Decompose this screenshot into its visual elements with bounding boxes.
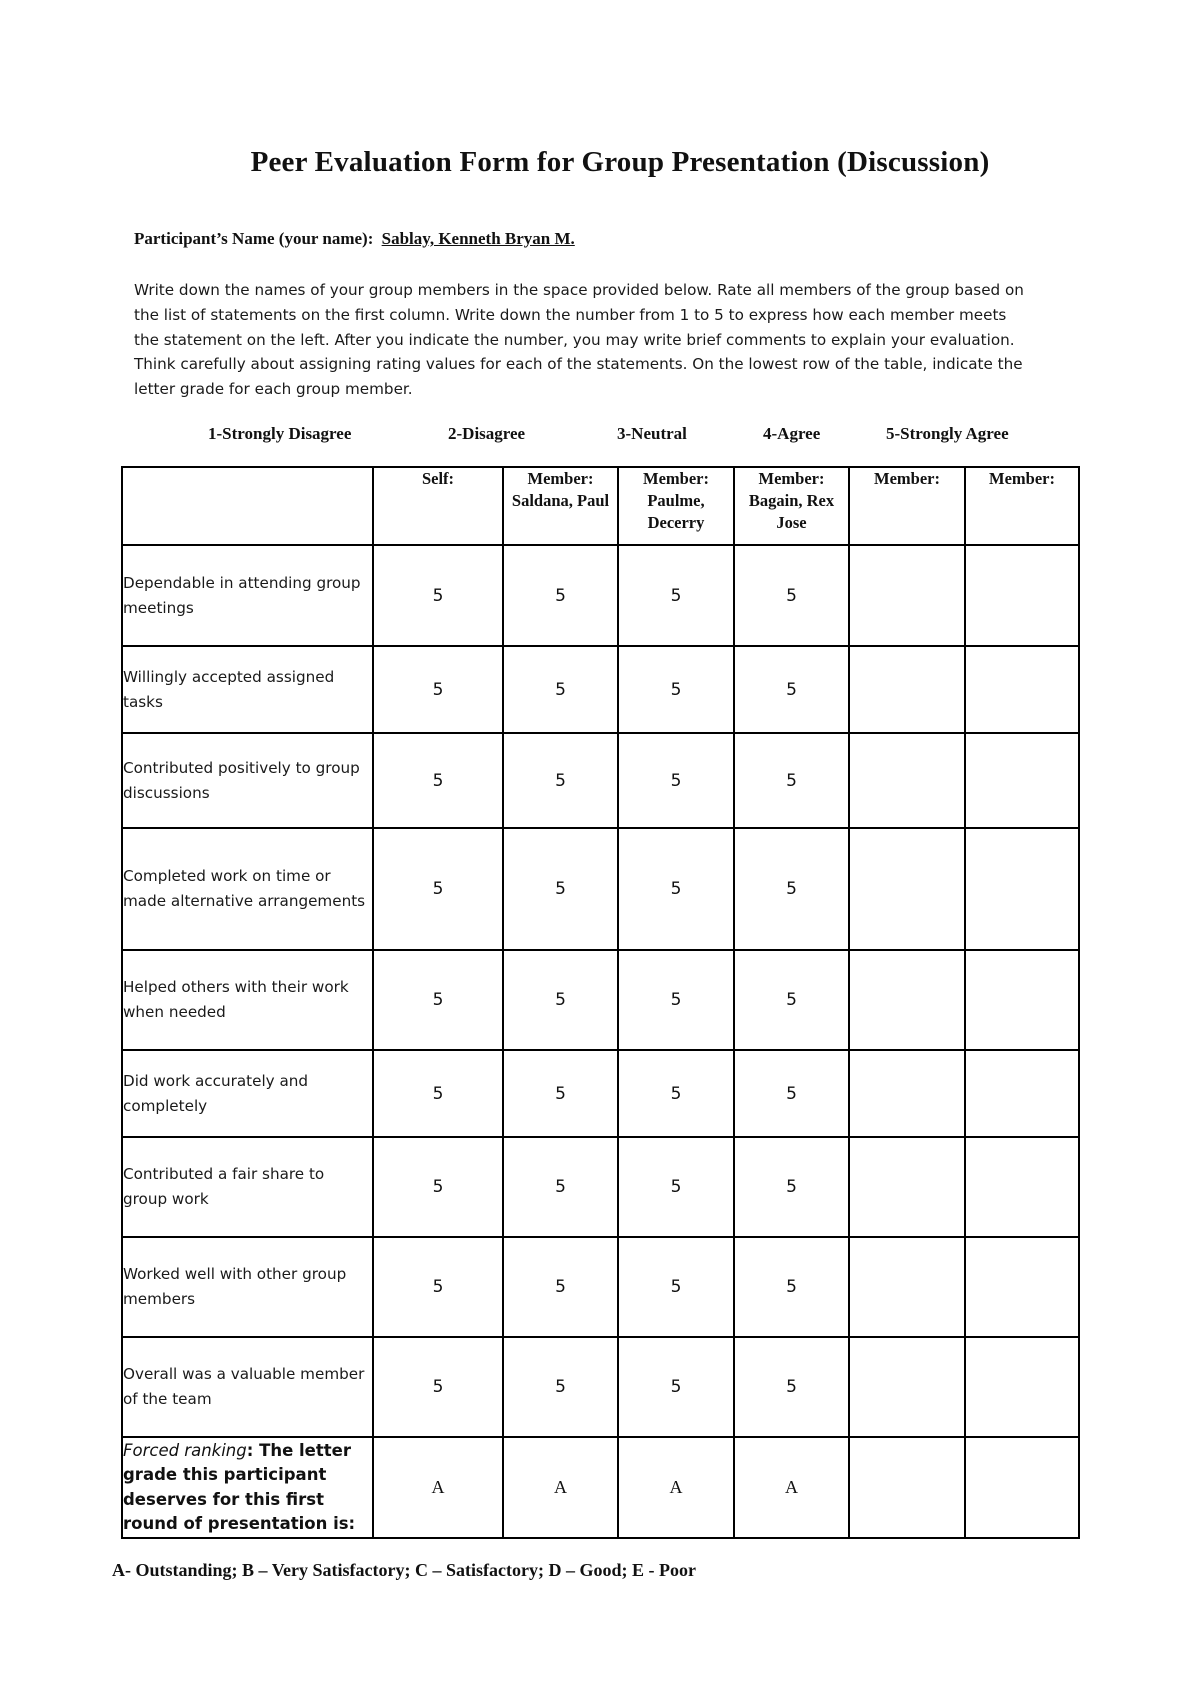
rating-cell [965, 646, 1079, 733]
forced-ranking-italic: Forced ranking [123, 1440, 247, 1460]
table-row [122, 646, 1079, 733]
header-row [122, 467, 1079, 545]
rating-cell: 5 [618, 646, 734, 733]
rating-cell: 5 [734, 545, 849, 646]
rating-cell [965, 1237, 1079, 1337]
evaluation-table [121, 466, 1080, 1539]
table-row [122, 1337, 1079, 1437]
header-member-4 [849, 467, 965, 545]
statement-cell: Dependable in attending group meetings [122, 545, 373, 646]
statement-cell: Did work accurately and completely [122, 1050, 373, 1137]
rating-cell: 5 [734, 950, 849, 1050]
rating-cell: 5 [503, 950, 618, 1050]
member-name: Saldana, Paul [511, 491, 610, 510]
rating-cell: 5 [618, 1137, 734, 1237]
table-row [122, 733, 1079, 828]
rating-cell [849, 646, 965, 733]
rating-cell [965, 950, 1079, 1050]
participant-line [134, 229, 575, 249]
rating-cell: 5 [618, 950, 734, 1050]
instructions-paragraph: Write down the names of your group members in the space provided below. Rate all members of the group based on the list of statements on the first column. Write down the number from 1 to 5 to express how each member meets the statement on the left. After you indicate the number, you may write brief comments to explain your evaluation. Think carefully about assigning rating values for each of the statements. On the lowest row of the table, indicate the letter grade for each group member. [134, 281, 1024, 399]
statement-cell: Completed work on time or made alternative arrangements [122, 828, 373, 950]
header-label: Member: [758, 469, 825, 488]
rating-cell: 5 [618, 733, 734, 828]
table-row [122, 1237, 1079, 1337]
form-title: Peer Evaluation Form for Group Presentation (Discussion) [250, 146, 990, 178]
rating-cell [849, 828, 965, 950]
table-row [122, 1137, 1079, 1237]
rating-cell: 5 [503, 646, 618, 733]
rating-cell: 5 [373, 545, 503, 646]
scale-item-3: 3-Neutral [617, 424, 687, 443]
rating-cell: 5 [373, 1137, 503, 1237]
rating-cell [965, 828, 1079, 950]
grade-cell [965, 1437, 1079, 1538]
grade-cell: A [503, 1437, 618, 1538]
rating-cell: 5 [734, 733, 849, 828]
header-label: Self: [421, 469, 455, 488]
rating-cell: 5 [503, 1050, 618, 1137]
table-row [122, 828, 1079, 950]
table-row [122, 950, 1079, 1050]
rating-cell [849, 1137, 965, 1237]
rating-cell: 5 [734, 1050, 849, 1137]
rating-cell [965, 545, 1079, 646]
header-member-2 [618, 467, 734, 545]
rating-cell [849, 733, 965, 828]
rating-cell [849, 1050, 965, 1137]
grade-cell: A [734, 1437, 849, 1538]
grade-cell: A [618, 1437, 734, 1538]
rating-cell: 5 [734, 1137, 849, 1237]
statement-cell: Contributed positively to group discussions [122, 733, 373, 828]
forced-ranking-text: : The letter grade this participant deserves for this first round of presentation is: [123, 1440, 356, 1533]
rating-cell [849, 545, 965, 646]
scale-item-4: 4-Agree [763, 424, 821, 443]
rating-cell: 5 [503, 828, 618, 950]
rating-cell [849, 950, 965, 1050]
member-name: Paulme, Decerry [647, 491, 705, 532]
statement-cell: Helped others with their work when needed [122, 950, 373, 1050]
header-label: Member: [527, 469, 594, 488]
table-row [122, 545, 1079, 646]
forced-ranking-row [122, 1437, 1079, 1538]
rating-cell [849, 1337, 965, 1437]
statement-cell: Worked well with other group members [122, 1237, 373, 1337]
statement-cell: Willingly accepted assigned tasks [122, 646, 373, 733]
scale-item-5: 5-Strongly Agree [886, 424, 1009, 443]
participant-name: Sablay, Kenneth Bryan M. [381, 229, 575, 248]
scale-item-2: 2-Disagree [448, 424, 526, 443]
participant-label: Participant’s Name (your name): [134, 229, 374, 248]
rating-cell: 5 [734, 828, 849, 950]
rating-cell: 5 [503, 733, 618, 828]
statement-cell: Overall was a valuable member of the team [122, 1337, 373, 1437]
rating-cell [965, 1050, 1079, 1137]
header-label: Member: [643, 469, 709, 488]
rating-cell: 5 [503, 1237, 618, 1337]
grade-cell: A [373, 1437, 503, 1538]
rating-cell: 5 [734, 646, 849, 733]
rating-cell: 5 [618, 828, 734, 950]
header-self [373, 467, 503, 545]
member-name: Bagain, Rex Jose [748, 491, 835, 532]
rating-cell: 5 [618, 545, 734, 646]
rating-cell: 5 [373, 1337, 503, 1437]
rating-cell: 5 [734, 1337, 849, 1437]
statement-cell: Contributed a fair share to group work [122, 1137, 373, 1237]
rating-cell: 5 [503, 1337, 618, 1437]
rating-cell: 5 [618, 1337, 734, 1437]
rating-cell [965, 1137, 1079, 1237]
rating-cell: 5 [373, 1237, 503, 1337]
rating-cell: 5 [373, 733, 503, 828]
header-label: Member: [989, 469, 1055, 488]
scale-item-1: 1-Strongly Disagree [208, 424, 352, 443]
rating-cell: 5 [734, 1237, 849, 1337]
rating-cell: 5 [373, 828, 503, 950]
grade-legend: A- Outstanding; B – Very Satisfactory; C – Satisfactory; D – Good; E - Poor [112, 1560, 696, 1580]
rating-cell [965, 1337, 1079, 1437]
rating-cell: 5 [618, 1050, 734, 1137]
header-member-1 [503, 467, 618, 545]
rating-cell [965, 733, 1079, 828]
grade-cell [849, 1437, 965, 1538]
rating-cell: 5 [373, 1050, 503, 1137]
rating-cell: 5 [503, 1137, 618, 1237]
rating-cell: 5 [373, 950, 503, 1050]
rating-cell: 5 [373, 646, 503, 733]
header-member-5 [965, 467, 1079, 545]
rating-cell [849, 1237, 965, 1337]
table-row [122, 1050, 1079, 1137]
rating-cell: 5 [503, 545, 618, 646]
rating-cell: 5 [618, 1237, 734, 1337]
forced-ranking-label [122, 1437, 373, 1538]
header-blank-cell [122, 467, 373, 545]
header-label: Member: [874, 469, 940, 488]
header-member-3 [734, 467, 849, 545]
